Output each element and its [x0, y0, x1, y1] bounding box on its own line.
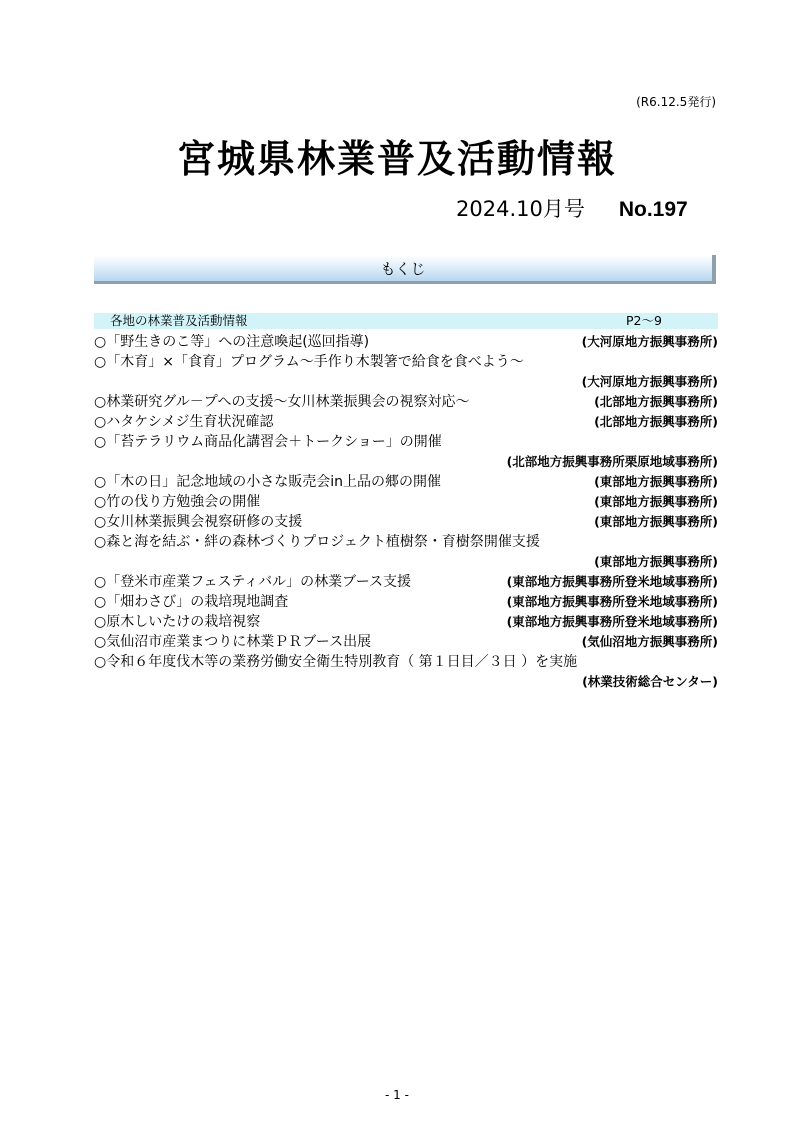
- toc-item[interactable]: [94, 472, 718, 492]
- toc-item-office: (気仙沼地方振興事務所): [581, 634, 718, 649]
- page-title: 宮城県林業普及活動情報: [176, 137, 617, 181]
- toc-item-title: ○「畑わさび」の栽培現地調査: [94, 594, 289, 610]
- issue-number: No.197: [618, 198, 688, 221]
- toc-item-office: (東部地方振興事務所登米地域事務所): [506, 574, 718, 589]
- toc-item[interactable]: [94, 572, 718, 592]
- toc-item[interactable]: [94, 432, 718, 472]
- toc-item-office: (東部地方振興事務所): [594, 474, 718, 489]
- toc-item-title: ○「木の日」記念地域の小さな販売会in上品の郷の開催: [94, 474, 441, 490]
- toc-item-office: (北部地方振興事務所栗原地域事務所): [506, 454, 718, 469]
- toc-item-office: (北部地方振興事務所): [594, 414, 718, 429]
- toc-item-office: (大河原地方振興事務所): [581, 374, 718, 389]
- toc-item-office: (北部地方振興事務所): [594, 394, 718, 409]
- toc-item-title: ○竹の伐り方勉強会の開催: [94, 494, 261, 510]
- toc-heading: もくじ: [380, 259, 426, 278]
- toc-item-title: ○「苔テラリウム商品化講習会＋トークショー」の開催: [94, 434, 442, 450]
- toc-item-title: ○原木しいたけの栽培視察: [94, 614, 261, 630]
- toc-heading-bar: [94, 255, 716, 284]
- toc-item[interactable]: [94, 592, 718, 612]
- toc-item-title: ○気仙沼市産業まつりに林業ＰＲブース出展: [94, 634, 372, 650]
- toc-item-office: (東部地方振興事務所): [594, 494, 718, 509]
- issue-date-note: (R6.12.5発行): [636, 95, 716, 109]
- section-page-range: P2～9: [626, 313, 662, 328]
- toc-item[interactable]: [94, 332, 718, 352]
- toc-list: [94, 332, 718, 692]
- toc-item[interactable]: [94, 492, 718, 512]
- toc-item-office: (大河原地方振興事務所): [581, 334, 718, 349]
- toc-item-office: (東部地方振興事務所): [594, 554, 718, 569]
- page-number: - 1 -: [385, 1088, 409, 1102]
- toc-item-title: ○ハタケシメジ生育状況確認: [94, 414, 274, 430]
- toc-item[interactable]: [94, 532, 718, 572]
- toc-section-header: [94, 313, 718, 329]
- toc-item[interactable]: [94, 412, 718, 432]
- section-title: 各地の林業普及活動情報: [110, 313, 248, 328]
- toc-item-office: (東部地方振興事務所登米地域事務所): [506, 614, 718, 629]
- toc-item-office: (林業技術総合センター): [582, 674, 718, 689]
- toc-item-title: ○令和６年度伐木等の業務労働安全衛生特別教育（ 第１日目／３日 ）を実施: [94, 654, 578, 670]
- toc-item[interactable]: [94, 612, 718, 632]
- toc-item-title: ○林業研究グル－プへの支援～女川林業振興会の視察対応～: [94, 394, 470, 410]
- toc-item[interactable]: [94, 512, 718, 532]
- toc-item[interactable]: [94, 392, 718, 412]
- toc-item-title: ○森と海を結ぶ・絆の森林づくりプロジェクト植樹祭・育樹祭開催支援: [94, 534, 540, 550]
- toc-item-title: ○「木育」×「食育」プログラム～手作り木製箸で給食を食べよう～: [94, 354, 524, 370]
- toc-item-office: (東部地方振興事務所): [594, 514, 718, 529]
- toc-item-title: ○「野生きのこ等」への注意喚起(巡回指導): [94, 334, 370, 350]
- toc-item-office: (東部地方振興事務所登米地域事務所): [506, 594, 718, 609]
- issue-month: 2024.10月号: [456, 197, 585, 221]
- issue-line: [456, 193, 688, 223]
- toc-item-title: ○女川林業振興会視察研修の支援: [94, 514, 303, 530]
- toc-item-title: ○「登米市産業フェスティバル」の林業ブース支援: [94, 574, 411, 590]
- toc-item[interactable]: [94, 632, 718, 652]
- toc-item[interactable]: [94, 352, 718, 392]
- toc-item[interactable]: [94, 652, 718, 692]
